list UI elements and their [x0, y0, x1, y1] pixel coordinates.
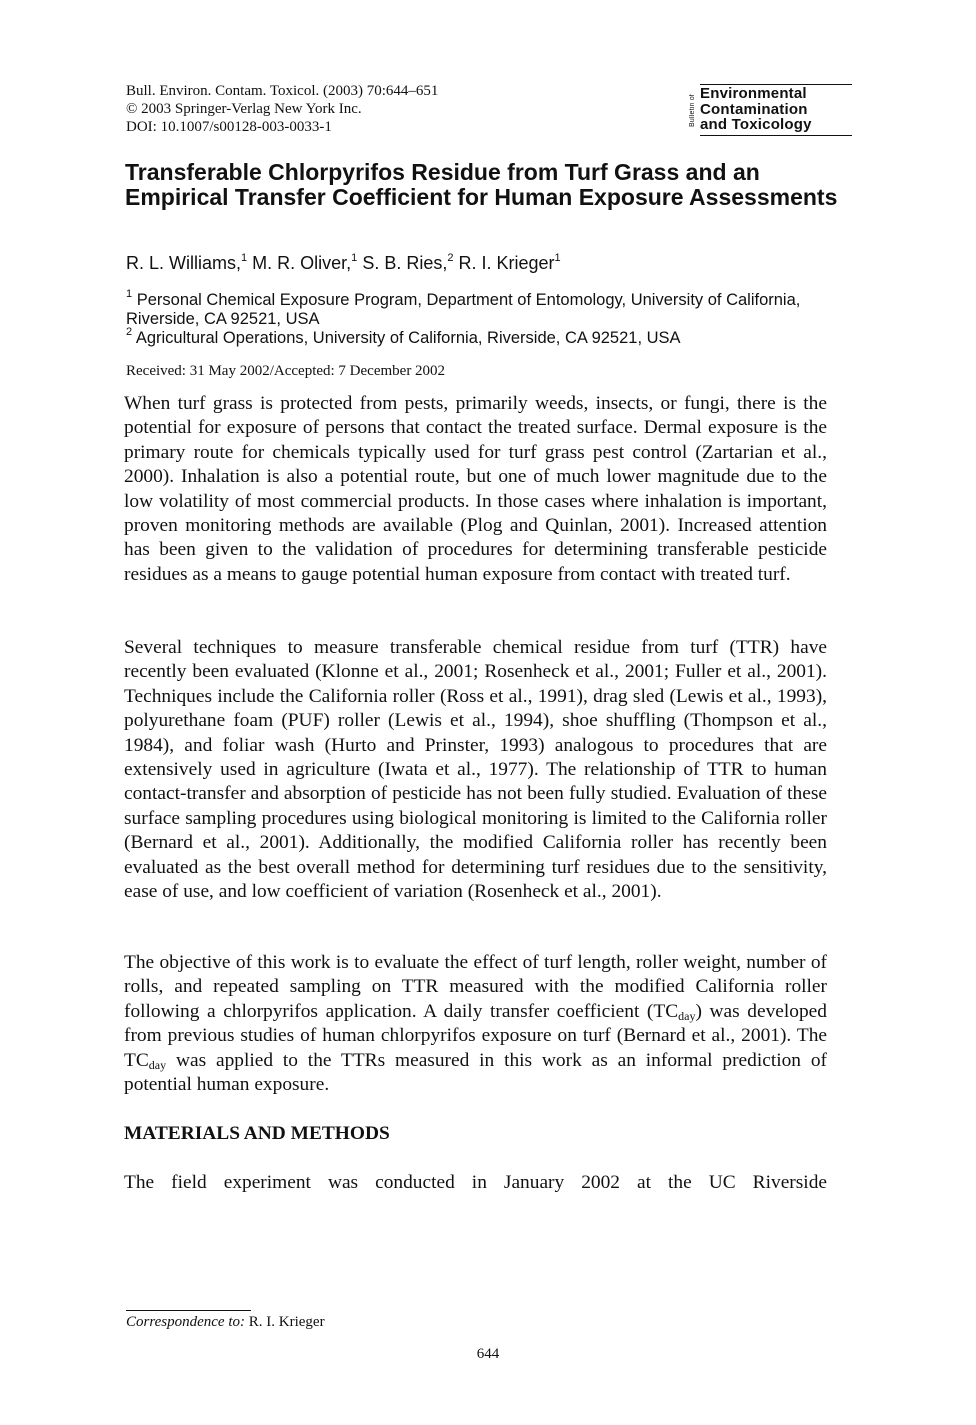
copyright-line: © 2003 Springer-Verlag New York Inc.: [126, 101, 362, 117]
author-affiliation-marker: 1: [351, 252, 358, 264]
paragraph-text: was applied to the TTRs measured in this work as an informal prediction of potential human exposure.: [124, 1049, 827, 1096]
footnote-label: Correspondence to:: [126, 1314, 246, 1330]
correspondence-footnote: [126, 1313, 325, 1331]
affiliation: [126, 326, 846, 348]
body-paragraph: The field experiment was conducted in January 2002 at the UC Riverside: [124, 1172, 827, 1193]
journal-logo-rule-bottom: [700, 135, 852, 136]
subscript: day: [148, 1057, 167, 1072]
affiliation-marker: 1: [126, 288, 133, 300]
page-number: 644: [476, 1346, 500, 1362]
author-name: R. I. Krieger: [458, 253, 555, 273]
paragraph-text: ) was developed from previous studies of human chlorpyrifos exposure on turf (Bernard et al., 2001). The TC: [124, 1000, 827, 1071]
subscript: day: [678, 1008, 696, 1023]
body-paragraph: Several techniques to measure transferable chemical residue from turf (TTR) have recently been evaluated (Klonne et al., 2001; Rosenheck et al., 2001; Fuller et al., 2001). Techniques include the California roller (Ross et al., 1991), drag sled (Lewis et al., 1993), polyurethane foam (PUF) roller (Lewis et al., 1994), shoe shuffling (Thompson et al., 1984), and foliar wash (Hurto and Prinster, 1993) analogous to procedures that are extensively used in agriculture (Iwata et al., 1977). The relationship of TTR to human contact-transfer and absorption of pesticide has not been fully studied. Evaluation of these surface sampling procedures using biological monitoring is limited to the California roller (Bernard et al., 2001). Additionally, the modified California roller has recently been evaluated as the best overall method for determining turf residues due to the sensitivity, ease of use, and low coefficient of variation (Rosenheck et al., 2001).: [124, 637, 827, 903]
footnote-text: R. I. Krieger: [245, 1314, 325, 1330]
paragraph-text: The objective of this work is to evaluate the effect of turf length, roller weight, number of rolls, and repeated sampling on TTR measured with the modified California roller following a chlorpyrifos application. A daily transfer coefficient (TC: [124, 952, 827, 1022]
journal-logo-bulletin-label: Bulletin of: [689, 94, 696, 128]
section-heading: MATERIALS AND METHODS: [124, 1123, 390, 1144]
affiliation-text: Personal Chemical Exposure Program, Department of Entomology, University of California, Riverside, CA 92521, USA: [126, 291, 801, 328]
journal-logo-line: and Toxicology: [700, 116, 812, 133]
author-affiliation-marker: 1: [554, 252, 561, 264]
article-title: Transferable Chlorpyrifos Residue from Turf Grass and an Empirical Transfer Coefficient for Human Exposure Assessments: [125, 159, 838, 210]
affiliation-marker: 2: [126, 326, 133, 338]
author-name: S. B. Ries,: [362, 253, 448, 273]
body-paragraph: When turf grass is protected from pests, primarily weeds, insects, or fungi, there is the potential for exposure of persons that contact the treated surface. Dermal exposure is the primary route for chemicals typically used for turf grass pest control (Zartarian et al., 2000). Inhalation is also a potential route, but one of much lower magnitude due to the low volatility of most commercial products. In those cases where inhalation is important, proven monitoring methods are available (Plog and Quinlan, 2001). Increased attention has been given to the validation of procedures for determining transferable pesticide residues as a means to gauge potential human exposure from contact with treated turf.: [124, 393, 827, 585]
body-paragraph: [124, 951, 827, 1097]
citation-line: Bull. Environ. Contam. Toxicol. (2003) 70:644–651: [126, 83, 439, 99]
author-name: R. L. Williams,: [126, 253, 242, 273]
author-affiliation-marker: 1: [241, 252, 248, 264]
affiliation-text: Agricultural Operations, University of California, Riverside, CA 92521, USA: [135, 329, 681, 347]
journal-logo-line: Environmental: [700, 85, 807, 102]
journal-logo-line: Contamination: [700, 100, 808, 118]
author-affiliation-marker: 2: [447, 252, 454, 264]
affiliation: [126, 288, 846, 329]
received-dates: Received: 31 May 2002/Accepted: 7 December 2002: [126, 363, 446, 379]
footnote-rule: [126, 1310, 251, 1311]
author-name: M. R. Oliver,: [252, 253, 352, 273]
doi-line: DOI: 10.1007/s00128-003-0033-1: [126, 119, 332, 135]
citation-block: [126, 82, 438, 136]
author-list: [126, 252, 561, 274]
journal-logo: [688, 84, 852, 136]
